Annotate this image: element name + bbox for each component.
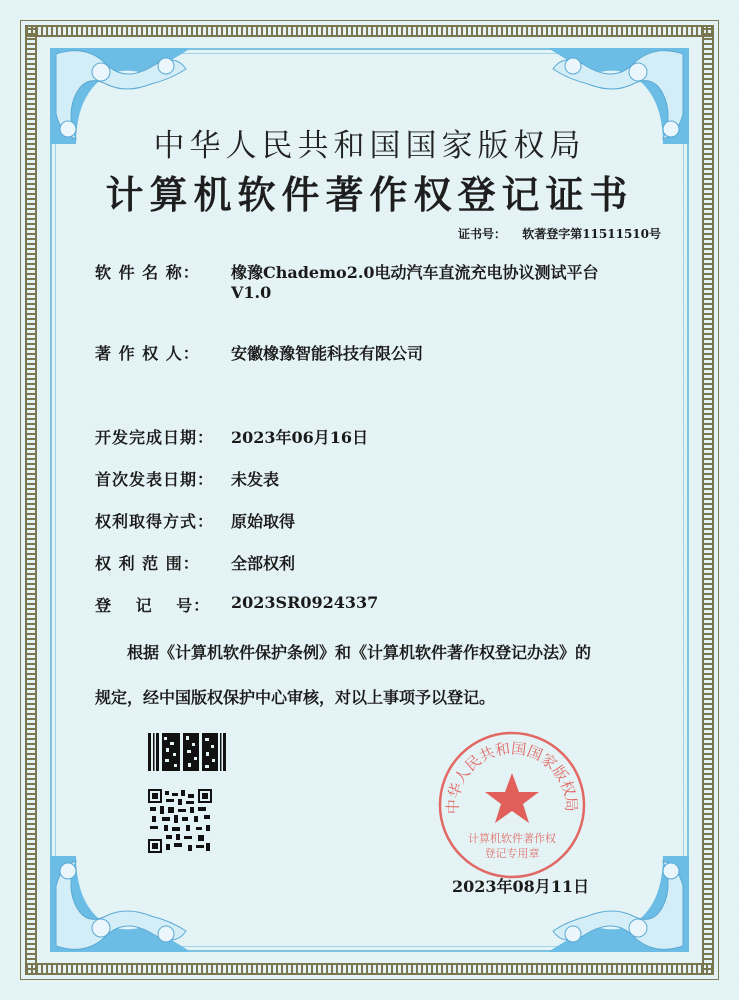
star-icon	[485, 773, 539, 823]
field-registration-number	[95, 593, 378, 616]
statement	[95, 630, 665, 720]
field-value-line2: V1.0	[231, 283, 272, 302]
statement-line-2: 规定，经中国版权保护中心审核，对以上事项予以登记。	[95, 688, 496, 707]
field-software-name	[95, 260, 599, 302]
certificate-number-label: 证书号：	[458, 227, 507, 241]
issue-date: 2023年08月11日	[452, 877, 590, 896]
certificate-number-value: 软著登字第11511510号	[522, 227, 662, 241]
greek-key-border-bottom	[26, 963, 713, 975]
greek-key-border-top	[26, 25, 713, 37]
certificate-number	[458, 225, 673, 242]
ornament-bottom-left-icon	[46, 846, 196, 956]
field-label: 首次发表日期：	[95, 470, 215, 489]
field-label: 开发完成日期：	[95, 428, 215, 447]
qr-code-icon	[148, 789, 212, 853]
field-label: 著 作 权 人：	[95, 344, 200, 363]
field-value: 2023SR0924337	[231, 593, 379, 612]
field-label: 登 记 号：	[95, 596, 211, 615]
field-acquisition-method	[95, 509, 295, 532]
field-value: 安徽橡豫智能科技有限公司	[231, 344, 424, 363]
official-seal	[437, 730, 587, 880]
seal-inner-line-1: 计算机软件著作权	[468, 832, 556, 845]
barcode-icon	[148, 733, 228, 771]
field-copyright-owner	[95, 341, 423, 364]
field-value: 2023年06月16日	[231, 428, 369, 447]
field-label: 权 利 范 围：	[95, 554, 200, 573]
issuer-title: 中华人民共和国国家版权局	[153, 128, 586, 164]
seal-inner-line-2: 登记专用章	[484, 847, 540, 860]
seal-outer-text: 中华人民共和国国家版权局	[443, 739, 581, 815]
field-value: 原始取得	[231, 512, 296, 531]
certificate-title: 计算机软件著作权登记证书	[105, 172, 634, 217]
field-value: 未发表	[231, 470, 280, 489]
field-first-publication-date	[95, 467, 279, 490]
statement-line-1: 根据《计算机软件保护条例》和《计算机软件著作权登记办法》的	[127, 643, 592, 662]
field-value: 橡豫Chademo2.0电动汽车直流充电协议测试平台	[231, 263, 599, 282]
field-rights-scope	[95, 551, 295, 574]
field-development-date	[95, 425, 368, 448]
field-label: 软 件 名 称：	[95, 263, 200, 282]
field-label: 权利取得方式：	[95, 512, 215, 531]
field-value: 全部权利	[231, 554, 296, 573]
